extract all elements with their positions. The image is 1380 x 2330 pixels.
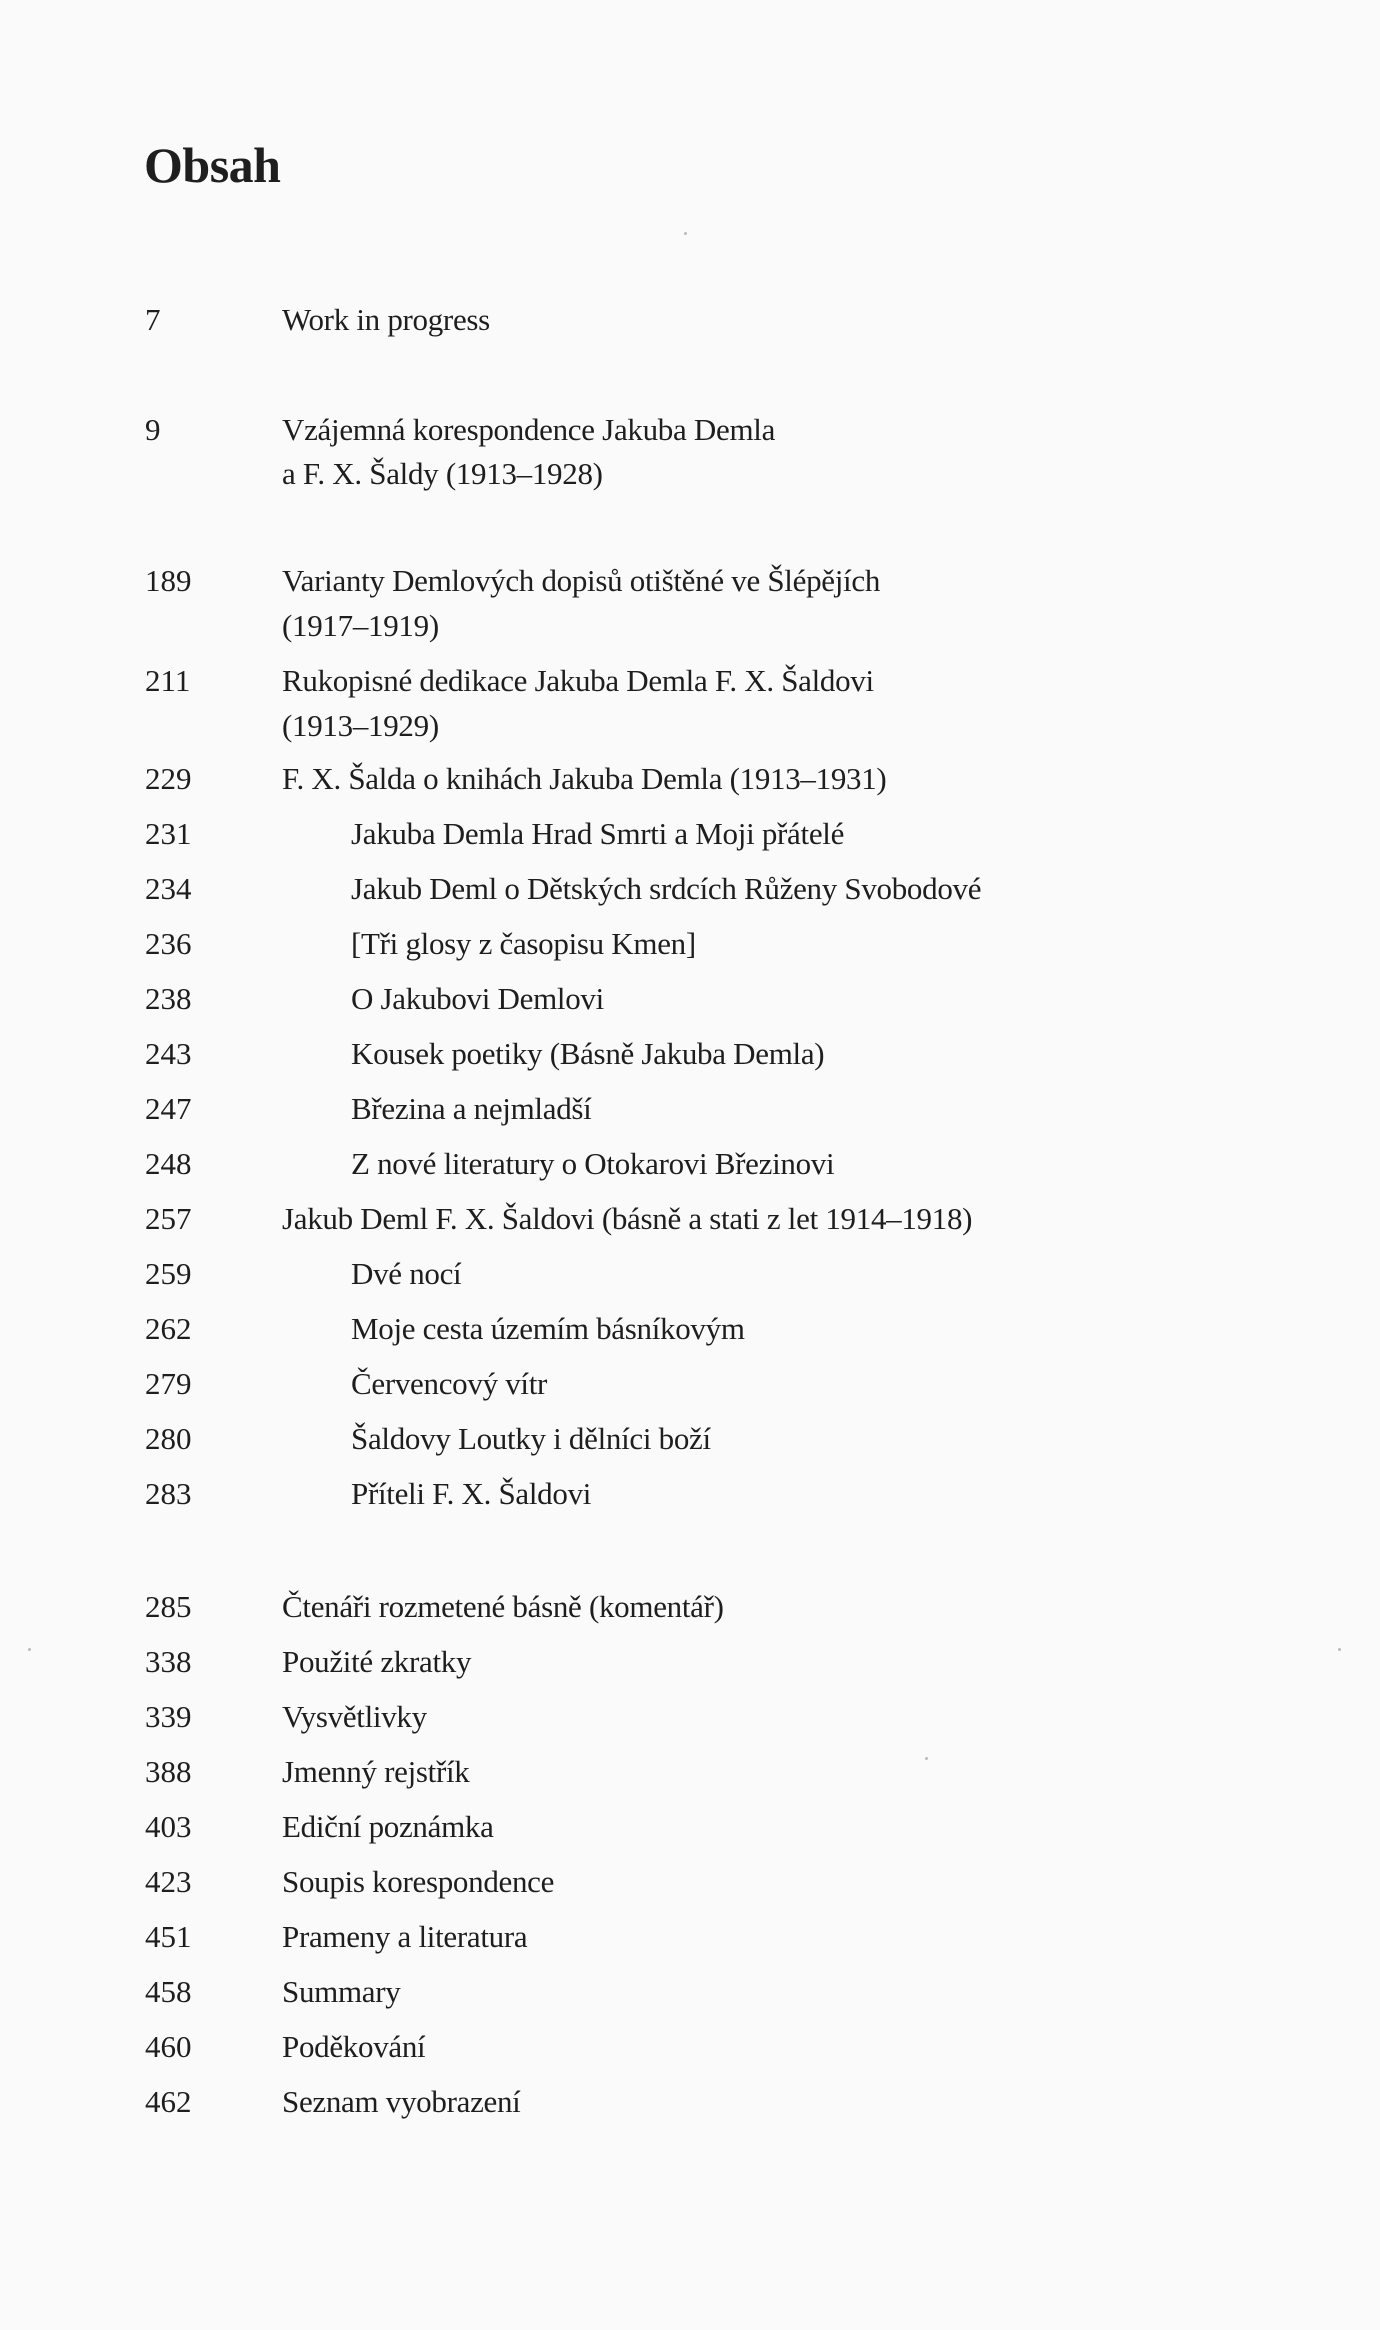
toc-page-number: 257 [145, 1201, 192, 1236]
toc-title: Poděkování [282, 2029, 426, 2064]
toc-title: O Jakubovi Demlovi [351, 981, 604, 1016]
toc-page-number: 262 [145, 1311, 192, 1346]
toc-page-number: 339 [145, 1699, 192, 1734]
toc-page-number: 211 [145, 663, 191, 698]
toc-title: Použité zkratky [282, 1644, 472, 1679]
toc-page-number: 243 [145, 1036, 192, 1071]
toc-title: Summary [282, 1974, 401, 2009]
toc-title: Jakuba Demla Hrad Smrti a Moji přátelé [351, 816, 845, 851]
toc-title: Soupis korespondence [282, 1864, 555, 1899]
toc-title: Moje cesta územím básníkovým [351, 1311, 745, 1346]
toc-page-number: 458 [145, 1974, 192, 2009]
toc-page-number: 248 [145, 1146, 192, 1181]
toc-page-number: 451 [145, 1919, 192, 1954]
toc-page-number: 238 [145, 981, 192, 1016]
toc-title: Čtenáři rozmetené básně (komentář) [282, 1589, 724, 1624]
paper-speck [1338, 1648, 1341, 1651]
toc-title: Rukopisné dedikace Jakuba Demla F. X. Šaldovi [282, 663, 874, 698]
toc-page-number: 285 [145, 1589, 192, 1624]
toc-page-number: 247 [145, 1091, 192, 1126]
toc-page-number: 236 [145, 926, 192, 961]
paper-speck [925, 1757, 928, 1760]
toc-page-number: 403 [145, 1809, 192, 1844]
toc-page-number: 338 [145, 1644, 192, 1679]
toc-title: Dvé nocí [351, 1256, 462, 1291]
toc-title: [Tři glosy z časopisu Kmen] [351, 926, 696, 961]
paper-speck [28, 1648, 31, 1651]
toc-title: Jmenný rejstřík [282, 1754, 470, 1789]
toc-page-number: 7 [145, 302, 161, 337]
toc-title: a F. X. Šaldy (1913–1928) [282, 456, 603, 491]
toc-page-number: 189 [145, 563, 192, 598]
toc-title: Vysvětlivky [282, 1699, 427, 1734]
toc-page-number: 462 [145, 2084, 192, 2119]
toc-title: Varianty Demlových dopisů otištěné ve Šlépějích [282, 563, 881, 598]
toc-title: Jakub Deml F. X. Šaldovi (básně a stati z let 1914–1918) [282, 1201, 973, 1236]
toc-page-number: 259 [145, 1256, 192, 1291]
toc-title: Z nové literatury o Otokarovi Březinovi [351, 1146, 835, 1181]
toc-title: Šaldovy Loutky i dělníci boží [351, 1421, 711, 1456]
toc-title: Prameny a literatura [282, 1919, 528, 1954]
toc-title: F. X. Šalda o knihách Jakuba Demla (1913–1931) [282, 761, 887, 796]
toc-title: Ediční poznámka [282, 1809, 494, 1844]
toc-title: (1913–1929) [282, 708, 439, 743]
paper-speck [684, 232, 687, 235]
toc-title: Březina a nejmladší [351, 1091, 592, 1126]
toc-page-number: 234 [145, 871, 192, 906]
toc-page-number: 423 [145, 1864, 192, 1899]
toc-page-number: 388 [145, 1754, 192, 1789]
toc-title: Work in progress [282, 302, 490, 337]
toc-title: Seznam vyobrazení [282, 2084, 521, 2119]
toc-title: Příteli F. X. Šaldovi [351, 1476, 592, 1511]
toc-page-number: 283 [145, 1476, 192, 1511]
toc-title: Jakub Deml o Dětských srdcích Růženy Svobodové [351, 871, 982, 906]
toc-title: Kousek poetiky (Básně Jakuba Demla) [351, 1036, 825, 1071]
toc-title: (1917–1919) [282, 608, 439, 643]
toc-page-number: 279 [145, 1366, 192, 1401]
toc-page-number: 9 [145, 412, 161, 447]
toc-page-number: 229 [145, 761, 192, 796]
toc-title: Vzájemná korespondence Jakuba Demla [282, 412, 776, 447]
toc-page-number: 231 [145, 816, 192, 851]
toc-title: Červencový vítr [351, 1366, 548, 1401]
toc-page-number: 280 [145, 1421, 192, 1456]
page-title: Obsah [144, 137, 281, 193]
toc-page-number: 460 [145, 2029, 192, 2064]
